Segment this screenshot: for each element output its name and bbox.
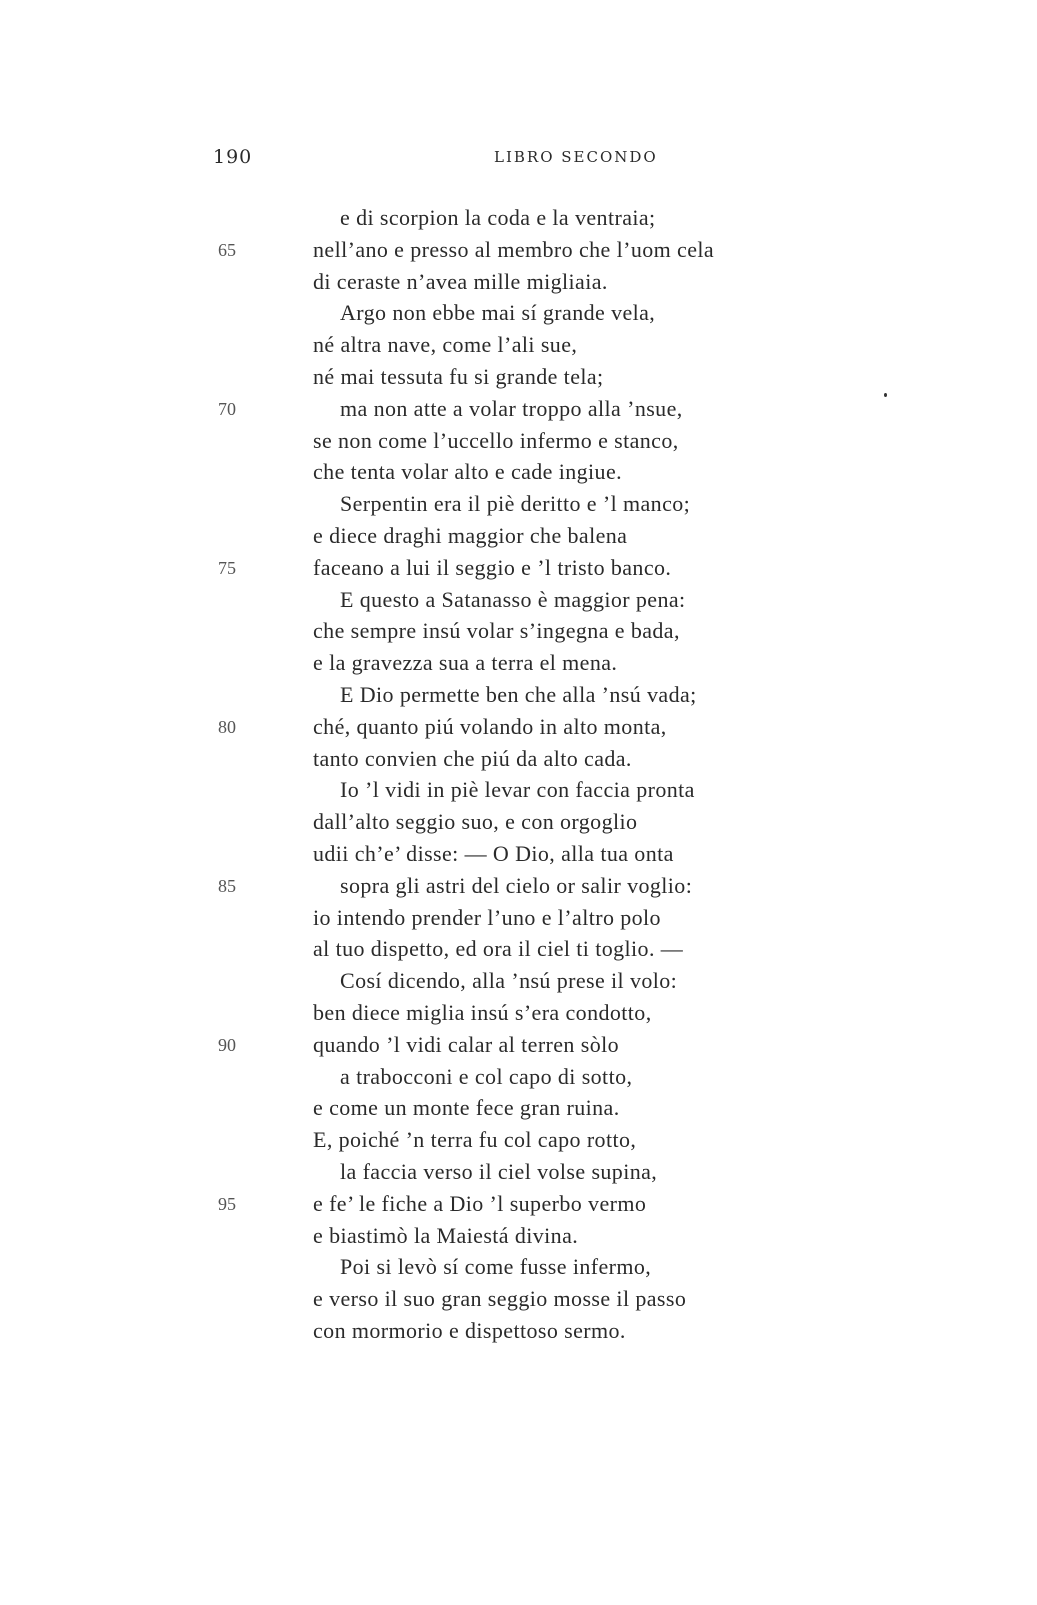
verse-line: né mai tessuta fu si grande tela;: [313, 364, 604, 389]
line-number: 95: [218, 1194, 236, 1214]
verse-line: e fe’ le fiche a Dio ’l superbo vermo: [313, 1191, 647, 1216]
verse-line: sopra gli astri del cielo or salir voglio:: [340, 873, 693, 898]
verse-line: e come un monte fece gran ruina.: [313, 1095, 620, 1120]
verse-line: Argo non ebbe mai sí grande vela,: [340, 300, 656, 325]
verse-line: ben diece miglia insú s’era condotto,: [313, 1000, 652, 1025]
verse-line: io intendo prender l’uno e l’altro polo: [313, 905, 661, 930]
verse-line: E, poiché ’n terra fu col capo rotto,: [313, 1127, 637, 1152]
verse-line: e la gravezza sua a terra el mena.: [313, 650, 618, 675]
verse-line: né altra nave, come l’ali sue,: [313, 332, 578, 357]
running-head: LIBRO SECONDO: [494, 148, 658, 166]
verse-line: e verso il suo gran seggio mosse il passo: [313, 1286, 687, 1311]
line-number: 85: [218, 876, 236, 896]
verse-line: udii ch’e’ disse: — O Dio, alla tua onta: [313, 841, 674, 866]
verse-line: e biastimò la Maiestá divina.: [313, 1223, 579, 1248]
verse-line: tanto convien che piú da alto cada.: [313, 746, 632, 771]
line-number: 65: [218, 240, 236, 260]
verse-line: ché, quanto piú volando in alto monta,: [313, 714, 667, 739]
line-number: 70: [218, 399, 236, 419]
verse-line: Cosí dicendo, alla ’nsú prese il volo:: [340, 968, 678, 993]
verse-line: e diece draghi maggior che balena: [313, 523, 628, 548]
verse-line: che sempre insú volar s’ingegna e bada,: [313, 618, 680, 643]
verse-line: nell’ano e presso al membro che l’uom cela: [313, 237, 715, 262]
verse-line: la faccia verso il ciel volse supina,: [340, 1159, 658, 1184]
verse-line: quando ’l vidi calar al terren sòlo: [313, 1032, 620, 1057]
line-number: 75: [218, 558, 236, 578]
verse-line: che tenta volar alto e cade ingiue.: [313, 459, 623, 484]
verse-line: a trabocconi e col capo di sotto,: [340, 1064, 633, 1089]
verse-line: se non come l’uccello infermo e stanco,: [313, 428, 679, 453]
verse-line: al tuo dispetto, ed ora il ciel ti toglio. —: [313, 936, 684, 961]
verse-line: Serpentin era il piè deritto e ’l manco;: [340, 491, 691, 516]
verse-line: E Dio permette ben che alla ’nsú vada;: [340, 682, 697, 707]
verse-line: e di scorpion la coda e la ventraia;: [340, 205, 656, 230]
line-number: 90: [218, 1035, 236, 1055]
line-number: 80: [218, 717, 236, 737]
verse-line: faceano a lui il seggio e ’l tristo banco.: [313, 555, 672, 580]
verse-line: dall’alto seggio suo, e con orgoglio: [313, 809, 638, 834]
verse-line: Io ’l vidi in piè levar con faccia pronta: [340, 777, 695, 802]
verse-line: Poi si levò sí come fusse infermo,: [340, 1254, 652, 1279]
page-number: 190: [213, 146, 253, 168]
verse-line: E questo a Satanasso è maggior pena:: [340, 587, 686, 612]
verse-line: ma non atte a volar troppo alla ’nsue,: [340, 396, 683, 421]
verse-line: con mormorio e dispettoso sermo.: [313, 1318, 626, 1343]
verse-line: di ceraste n’avea mille migliaia.: [313, 269, 608, 294]
